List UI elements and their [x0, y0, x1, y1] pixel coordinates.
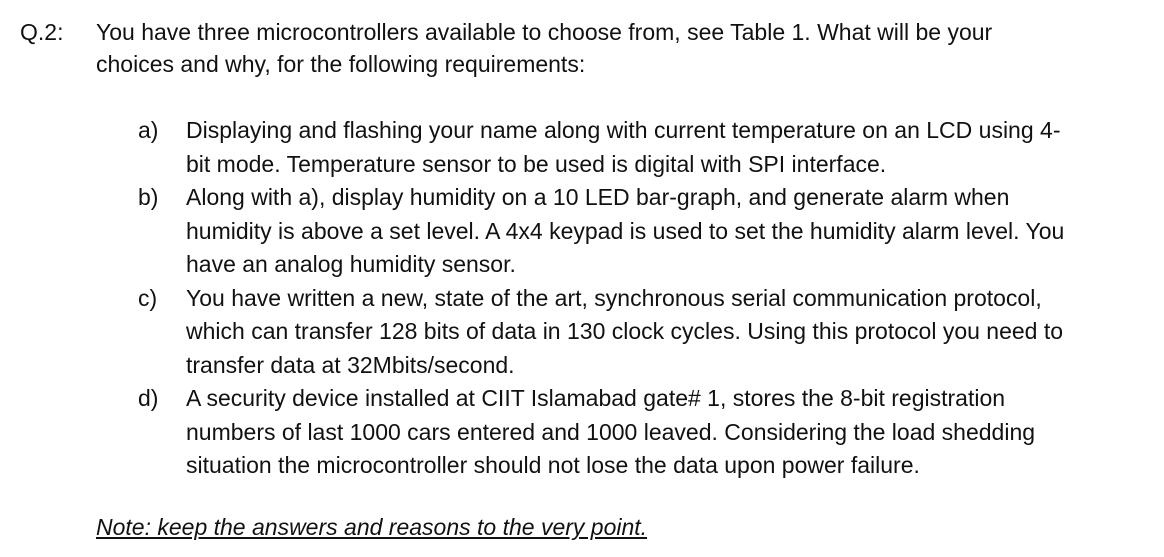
- question-label: Q.2:: [20, 19, 64, 45]
- item-letter: c): [138, 284, 158, 311]
- item-text: [186, 114, 1060, 181]
- item-line: have an analog humidity sensor.: [186, 251, 516, 277]
- requirement-item-c: [138, 282, 1162, 383]
- item-line: Along with a), display humidity on a 10 LED bar-graph, and generate alarm when: [186, 184, 1010, 210]
- question-intro: [96, 16, 1136, 80]
- item-line: humidity is above a set level. A 4x4 keypad is used to set the humidity alarm level. You: [186, 217, 1065, 244]
- item-line: A security device installed at CIIT Islamabad gate# 1, stores the 8-bit registration: [186, 385, 1006, 411]
- requirement-item-d: [138, 382, 1162, 483]
- requirements-list: [138, 114, 1162, 483]
- note-text: Note: keep the answers and reasons to the very point.: [96, 514, 648, 540]
- intro-line: choices and why, for the following requirements:: [96, 51, 586, 77]
- item-line: You have written a new, state of the art, synchronous serial communication protocol,: [186, 284, 1042, 311]
- item-line: transfer data at 32Mbits/second.: [186, 351, 515, 378]
- intro-line: You have three microcontrollers available to choose from, see Table 1. What will be your: [96, 19, 993, 45]
- item-line: numbers of last 1000 cars entered and 1000 leaved. Considering the load shedding: [186, 418, 1036, 445]
- item-line: bit mode. Temperature sensor to be used is digital with SPI interface.: [186, 150, 887, 177]
- requirement-item-a: [138, 114, 1162, 181]
- item-line: situation the microcontroller should not lose the data upon power failure.: [186, 452, 920, 478]
- item-text: [186, 282, 1063, 383]
- item-line: Displaying and flashing your name along with current temperature on an LCD using 4-: [186, 117, 1061, 143]
- requirement-item-b: [138, 181, 1162, 282]
- item-text: [186, 181, 1064, 282]
- item-letter: d): [138, 385, 159, 411]
- item-letter: a): [138, 117, 159, 143]
- item-line: which can transfer 128 bits of data in 130 clock cycles. Using this protocol you need to: [186, 318, 1064, 344]
- item-text: [186, 382, 1035, 483]
- item-letter: b): [138, 184, 159, 210]
